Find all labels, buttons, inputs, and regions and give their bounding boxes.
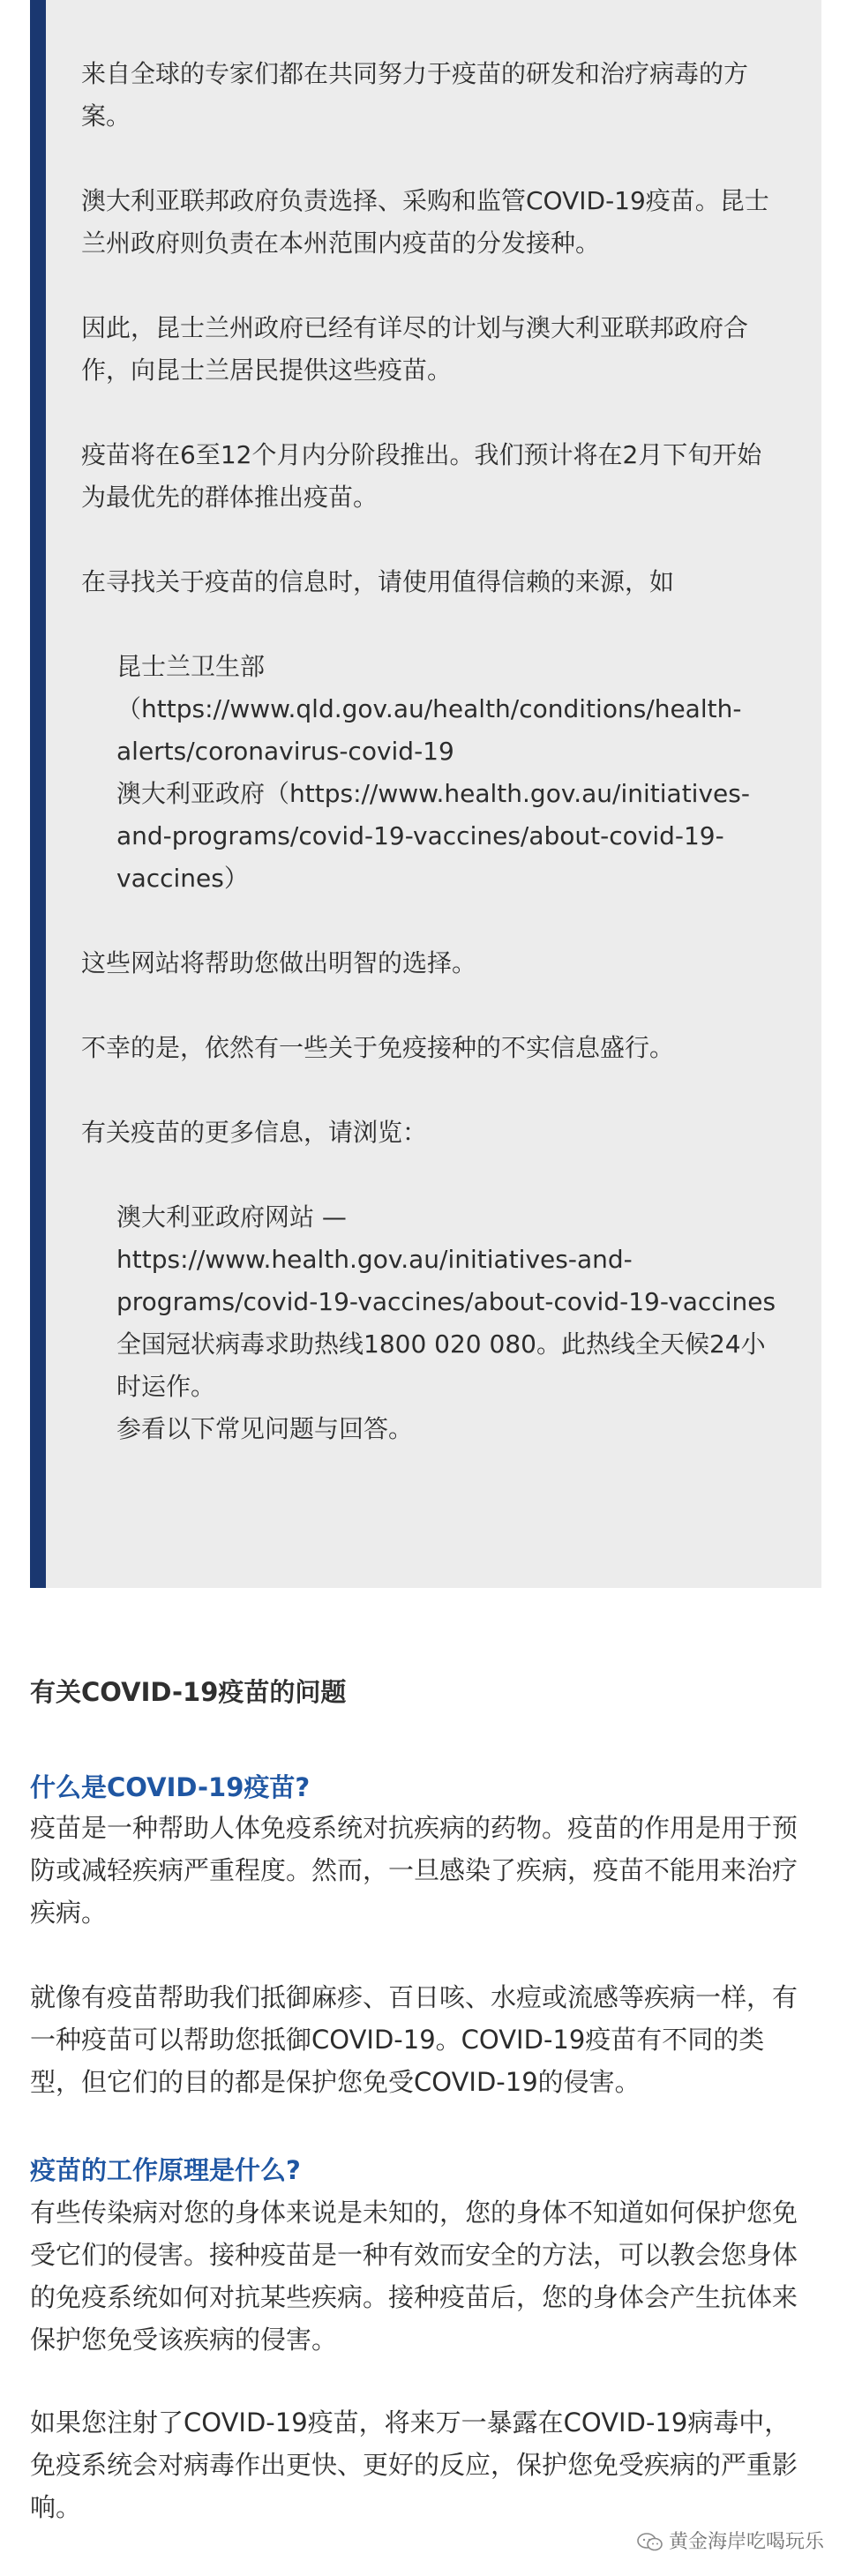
section-heading: 有关COVID-19疫苗的问题 bbox=[30, 1677, 347, 1707]
source-qld-health-link[interactable]: （https://www.qld.gov.au/health/conditions/health-alerts/coronavirus-covid-19 bbox=[116, 694, 742, 766]
callout-paragraph: 有关疫苗的更多信息，请浏览： bbox=[81, 1118, 428, 1147]
question-title-how-vaccine-works: 疫苗的工作原理是什么? bbox=[30, 2155, 301, 2185]
answer-paragraph: 疫苗是一种帮助人体免疫系统对抗疾病的药物。疫苗的作用是用于预防或减轻疾病严重程度。然而，一旦感染了疾病，疫苗不能用来治疗疾病。 bbox=[30, 1813, 798, 1928]
callout-paragraph: 这些网站将帮助您做出明智的选择。 bbox=[81, 948, 477, 977]
callout-paragraph: 不幸的是，依然有一些关于免疫接种的不实信息盛行。 bbox=[81, 1033, 675, 1062]
more-info-website-link[interactable]: 澳大利亚政府网站 — https://www.health.gov.au/initiatives-and-programs/covid-19-vaccines/about-covid-19-vaccines bbox=[116, 1202, 776, 1316]
callout-paragraph: 澳大利亚联邦政府负责选择、采购和监管COVID-19疫苗。昆士兰州政府则负责在本州范围内疫苗的分发接种。 bbox=[81, 186, 769, 258]
source-australian-government-link[interactable]: 澳大利亚政府（https://www.health.gov.au/initiatives-and-programs/covid-19-vaccines/about-covid-19-vaccines） bbox=[116, 779, 750, 893]
answer-paragraph: 就像有疫苗帮助我们抵御麻疹、百日咳、水痘或流感等疾病一样，有一种疫苗可以帮助您抵御COVID-19。COVID-19疫苗有不同的类型，但它们的目的都是保护您免受COVID-19的侵害。 bbox=[30, 1982, 798, 2097]
wechat-icon bbox=[637, 2533, 663, 2552]
watermark-text: 黄金海岸吃喝玩乐 bbox=[668, 2531, 824, 2553]
hotline-text: 全国冠状病毒求助热线1800 020 080。此热线全天候24小时运作。 bbox=[116, 1329, 766, 1401]
callout-paragraph: 来自全球的专家们都在共同努力于疫苗的研发和治疗病毒的方案。 bbox=[81, 59, 749, 131]
callout-paragraph: 疫苗将在6至12个月内分阶段推出。我们预计将在2月下旬开始为最优先的群体推出疫苗。 bbox=[81, 440, 762, 512]
answer-paragraph: 如果您注射了COVID-19疫苗，将来万一暴露在COVID-19病毒中，免疫系统会对病毒作出更快、更好的反应，保护您免受疾病的严重影响。 bbox=[30, 2408, 798, 2522]
callout-paragraph: 因此，昆士兰州政府已经有详尽的计划与澳大利亚联邦政府合作，向昆士兰居民提供这些疫苗。 bbox=[81, 313, 749, 385]
source-qld-health: 昆士兰卫生部 bbox=[116, 652, 266, 681]
question-title-what-is-vaccine: 什么是COVID-19疫苗? bbox=[30, 1772, 311, 1802]
watermark bbox=[637, 2530, 824, 2555]
callout-paragraph: 在寻找关于疫苗的信息时，请使用值得信赖的来源，如 bbox=[81, 567, 675, 596]
faq-reference-text: 参看以下常见问题与回答。 bbox=[116, 1414, 414, 1443]
answer-paragraph: 有些传染病对您的身体来说是未知的，您的身体不知道如何保护您免受它们的侵害。接种疫苗是一种有效而安全的方法，可以教会您身体的免疫系统如何对抗某些疾病。接种疫苗后，您的身体会产生抗体来保护您免受该疾病的侵害。 bbox=[30, 2198, 798, 2355]
callout-box bbox=[30, 0, 821, 1588]
